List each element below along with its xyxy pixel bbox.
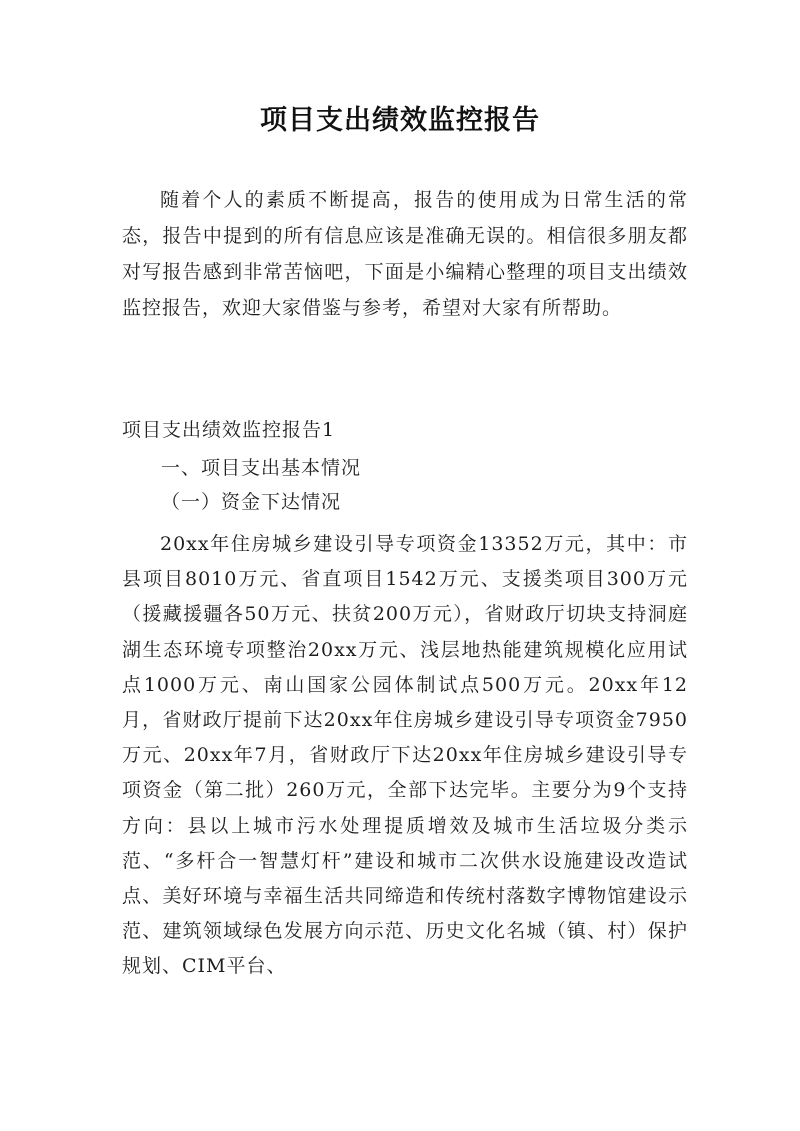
section-title: 项目支出绩效监控报告1: [122, 419, 336, 441]
intro-paragraph: 随着个人的素质不断提高，报告的使用成为日常生活的常态，报告中提到的所有信息应该是准确无误的。相信很多朋友都对写报告感到非常苦恼吧，下面是小编精心整理的项目支出绩效监控报告，欢迎大家借鉴与参考，希望对大家有所帮助。: [122, 189, 688, 319]
document-title: 项目支出绩效监控报告: [260, 105, 540, 136]
heading-level-2: （一）资金下达情况: [161, 491, 342, 513]
heading-level-1: 一、项目支出基本情况: [161, 457, 362, 479]
body-paragraph: 20xx年住房城乡建设引导专项资金13352万元，其中：市县项目8010万元、省直项目1542万元、支援类项目300万元（援藏援疆各50万元、扶贫200万元），省财政厅切块支持洞庭湖生态环境专项整治20xx万元、浅层地热能建筑规模化应用试点1000万元、南山国家公园体制试点500万元。20xx年12月，省财政厅提前下达20xx年住房城乡建设引导专项资金7950万元、20xx年7月，省财政厅下达20xx年住房城乡建设引导专项资金（第二批）260万元，全部下达完毕。主要分为9个支持方向：县以上城市污水处理提质增效及城市生活垃圾分类示范、“多杆合一智慧灯杆”建设和城市二次供水设施建设改造试点、美好环境与幸福生活共同缔造和传统村落数字博物馆建设示范、建筑领域绿色发展方向示范、历史文化名城（镇、村）保护规划、CIM平台、: [122, 533, 688, 978]
